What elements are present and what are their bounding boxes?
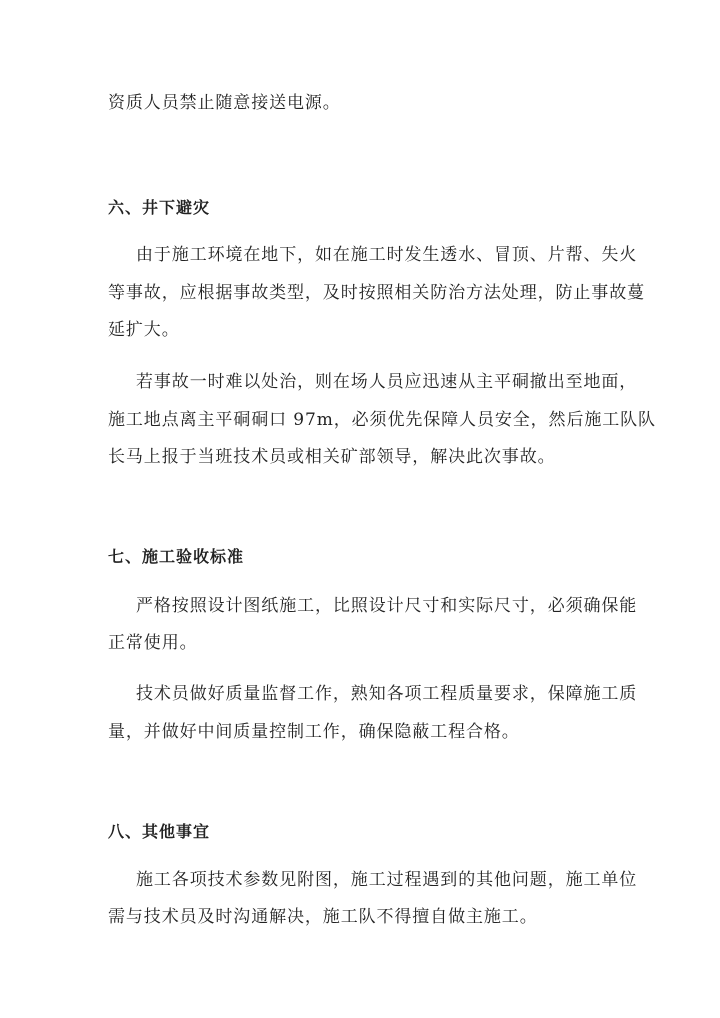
paragraph-line: 延扩大。	[108, 320, 180, 340]
paragraph-line: 若事故一时难以处治，则在场人员应迅速从主平硐撤出至地面，	[136, 372, 638, 392]
paragraph-line: 量，并做好中间质量控制工作，确保隐蔽工程合格。	[108, 722, 520, 742]
paragraph-line: 资质人员禁止随意接送电源。	[108, 93, 341, 113]
paragraph-line: 由于施工环境在地下，如在施工时发生透水、冒顶、片帮、失火	[136, 245, 638, 265]
section-heading-8: 八、其他事宜	[108, 822, 211, 841]
paragraph-line: 严格按照设计图纸施工，比照设计尺寸和实际尺寸，必须确保能	[136, 596, 638, 616]
paragraph-line: 等事故，应根据事故类型，及时按照相关防治方法处理，防止事故蔓	[108, 283, 645, 303]
paragraph-line: 长马上报于当班技术员或相关矿部领导，解决此次事故。	[108, 447, 556, 467]
paragraph-line: 施工各项技术参数见附图，施工过程遇到的其他问题，施工单位	[136, 870, 638, 890]
section-heading-6: 六、井下避灾	[108, 198, 211, 217]
paragraph-line: 需与技术员及时沟通解决，施工队不得擅自做主施工。	[108, 907, 538, 927]
section-heading-7: 七、施工验收标准	[108, 547, 245, 566]
paragraph-line: 正常使用。	[108, 633, 198, 653]
paragraph-line: 技术员做好质量监督工作，熟知各项工程质量要求，保障施工质	[136, 684, 638, 704]
paragraph-line: 施工地点离主平硐硐口 97m，必须优先保障人员安全，然后施工队队	[108, 410, 656, 430]
